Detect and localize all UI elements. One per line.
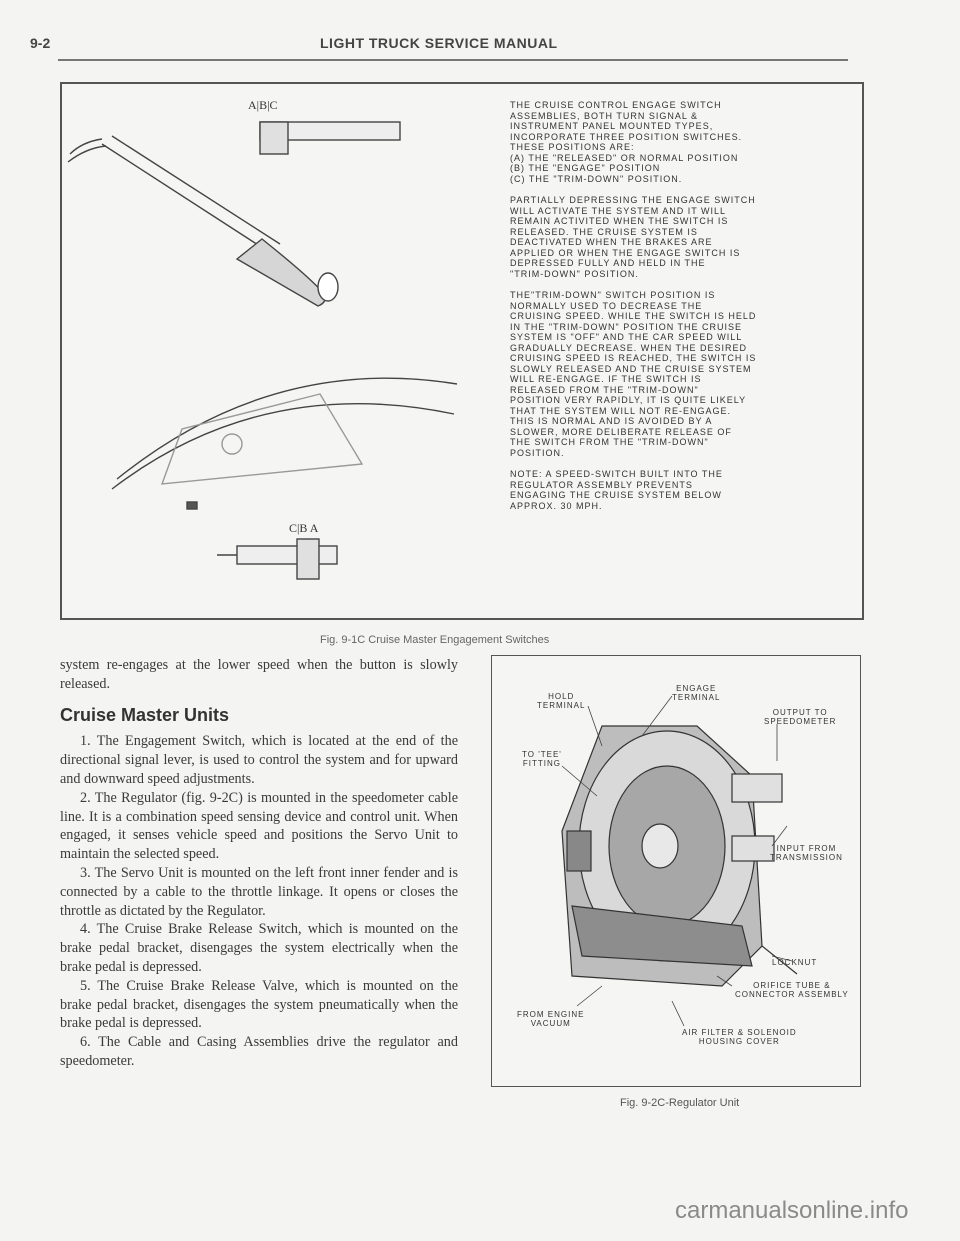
callout-engine-vacuum: FROM ENGINE VACUUM: [517, 1010, 585, 1028]
description-paragraph: [510, 100, 852, 184]
callout-air-filter: AIR FILTER & SOLENOID HOUSING COVER: [682, 1028, 797, 1046]
manual-title: LIGHT TRUCK SERVICE MANUAL: [320, 35, 558, 51]
description-line: THE SWITCH FROM THE "TRIM-DOWN": [510, 437, 709, 447]
description-line: THE CRUISE CONTROL ENGAGE SWITCH: [510, 100, 722, 110]
page-number: 9-2: [30, 35, 51, 51]
description-line: RELEASED. THE CRUISE SYSTEM IS: [510, 226, 698, 237]
description-line: (A) THE "RELEASED" OR NORMAL POSITION: [510, 152, 739, 163]
callout-output-speedometer: OUTPUT TO SPEEDOMETER: [764, 708, 837, 726]
callout-engage-terminal: ENGAGE TERMINAL: [672, 684, 721, 702]
figure-caption: Fig. 9-1C Cruise Master Engagement Switches: [320, 634, 550, 646]
description-line: APPROX. 30 MPH.: [510, 500, 603, 511]
figure-regulator-unit: [491, 655, 861, 1087]
description-paragraph: [510, 195, 852, 279]
description-line: POSITION.: [510, 447, 565, 458]
figure-caption: Fig. 9-2C-Regulator Unit: [620, 1097, 740, 1109]
description-line: CRUISING SPEED. WHILE THE SWITCH IS HELD: [510, 311, 757, 321]
callout-tee-fitting: TO 'TEE' FITTING: [522, 750, 562, 768]
watermark: carmanualsonline.info: [675, 1197, 909, 1224]
description-line: "TRIM-DOWN" POSITION.: [510, 268, 639, 279]
description-line: POSITION VERY RAPIDLY, IT IS QUITE LIKELY: [510, 395, 747, 405]
list-item: 3. The Servo Unit is mounted on the left front inner fender and is connected by a cable to the throttle linkage. It opens or closes the throttle as dictated by the Regulator.: [60, 864, 458, 919]
description-line: RELEASED FROM THE "TRIM-DOWN": [510, 384, 699, 395]
description-line: NOTE: A SPEED-SWITCH BUILT INTO THE: [510, 469, 723, 479]
switch-positions-label-top: A|B|C: [248, 98, 278, 112]
description-line: THIS IS NORMAL AND IS AVOIDED BY A: [510, 416, 713, 426]
list-item: 1. The Engagement Switch, which is located at the end of the directional signal lever, is used to control the system and for upward and downward speed adjustments.: [60, 733, 458, 787]
description-line: SYSTEM IS "OFF" AND THE CAR SPEED WILL: [510, 332, 743, 342]
callout-hold-terminal: HOLD TERMINAL: [537, 692, 586, 710]
description-line: REGULATOR ASSEMBLY PREVENTS: [510, 479, 693, 490]
callout-locknut: LOCKNUT: [772, 958, 818, 967]
description-line: NORMALLY USED TO DECREASE THE: [510, 300, 703, 311]
list-item: 6. The Cable and Casing Assemblies drive the regulator and speedometer.: [60, 1034, 458, 1069]
description-line: ASSEMBLIES, BOTH TURN SIGNAL &: [510, 110, 699, 121]
description-line: THESE POSITIONS ARE:: [510, 142, 635, 152]
description-line: (C) THE "TRIM-DOWN" POSITION.: [510, 173, 683, 184]
description-line: WILL RE-ENGAGE. IF THE SWITCH IS: [510, 374, 702, 384]
description-line: INCORPORATE THREE POSITION SWITCHES.: [510, 131, 743, 142]
description-line: SLOWER, MORE DELIBERATE RELEASE OF: [510, 426, 732, 437]
description-line: ENGAGING THE CRUISE SYSTEM BELOW: [510, 490, 722, 500]
callout-input-transmission: INPUT FROM TRANSMISSION: [770, 844, 843, 862]
description-line: SLOWLY RELEASED AND THE CRUISE SYSTEM: [510, 363, 752, 374]
description-paragraph: [510, 290, 852, 458]
description-line: DEACTIVATED WHEN THE BRAKES ARE: [510, 237, 713, 247]
description-line: (B) THE "ENGAGE" POSITION: [510, 163, 661, 173]
figure-engagement-switches: [60, 82, 864, 620]
intro-paragraph: system re-engages at the lower speed when the button is slowly released.: [60, 657, 458, 692]
body-text: [60, 656, 458, 1071]
list-item: 2. The Regulator (fig. 9-2C) is mounted in the speedometer cable line. It is a combination speed sensing device and control unit. When engaged, it senses vehicle speed and positions the Servo Unit to maintain the selected speed.: [60, 789, 458, 863]
description-line: THE"TRIM-DOWN" SWITCH POSITION IS: [510, 290, 716, 300]
description-line: DEPRESSED FULLY AND HELD IN THE: [510, 258, 706, 268]
callout-orifice-tube: ORIFICE TUBE & CONNECTOR ASSEMBLY: [735, 981, 849, 999]
list-item: 4. The Cruise Brake Release Switch, which is mounted on the brake pedal bracket, disengages the system electrically when the brake pedal is depressed.: [60, 921, 458, 975]
description-line: REMAIN ACTIVITED WHEN THE SWITCH IS: [510, 216, 729, 226]
switch-positions-label-bottom: C|B A: [289, 521, 319, 535]
description-line: PARTIALLY DEPRESSING THE ENGAGE SWITCH: [510, 195, 756, 205]
list-item: 5. The Cruise Brake Release Valve, which is mounted on the brake pedal bracket, disengages the system pneumatically when the brake pedal is depressed.: [60, 977, 458, 1032]
description-line: CRUISING SPEED IS REACHED, THE SWITCH IS: [510, 353, 757, 363]
section-heading: Cruise Master Units: [60, 704, 230, 725]
description-line: INSTRUMENT PANEL MOUNTED TYPES,: [510, 121, 714, 131]
description-paragraph: [510, 469, 852, 511]
description-line: APPLIED OR WHEN THE ENGAGE SWITCH IS: [510, 247, 741, 258]
description-line: IN THE "TRIM-DOWN" POSITION THE CRUISE: [510, 321, 743, 332]
figure-description: [510, 100, 852, 522]
description-line: THAT THE SYSTEM WILL NOT RE-ENGAGE.: [510, 405, 732, 416]
header-rule: [58, 59, 848, 61]
switch-illustration: [62, 84, 522, 618]
description-line: GRADUALLY DECREASE. WHEN THE DESIRED: [510, 342, 748, 353]
description-line: WILL ACTIVATE THE SYSTEM AND IT WILL: [510, 205, 727, 216]
